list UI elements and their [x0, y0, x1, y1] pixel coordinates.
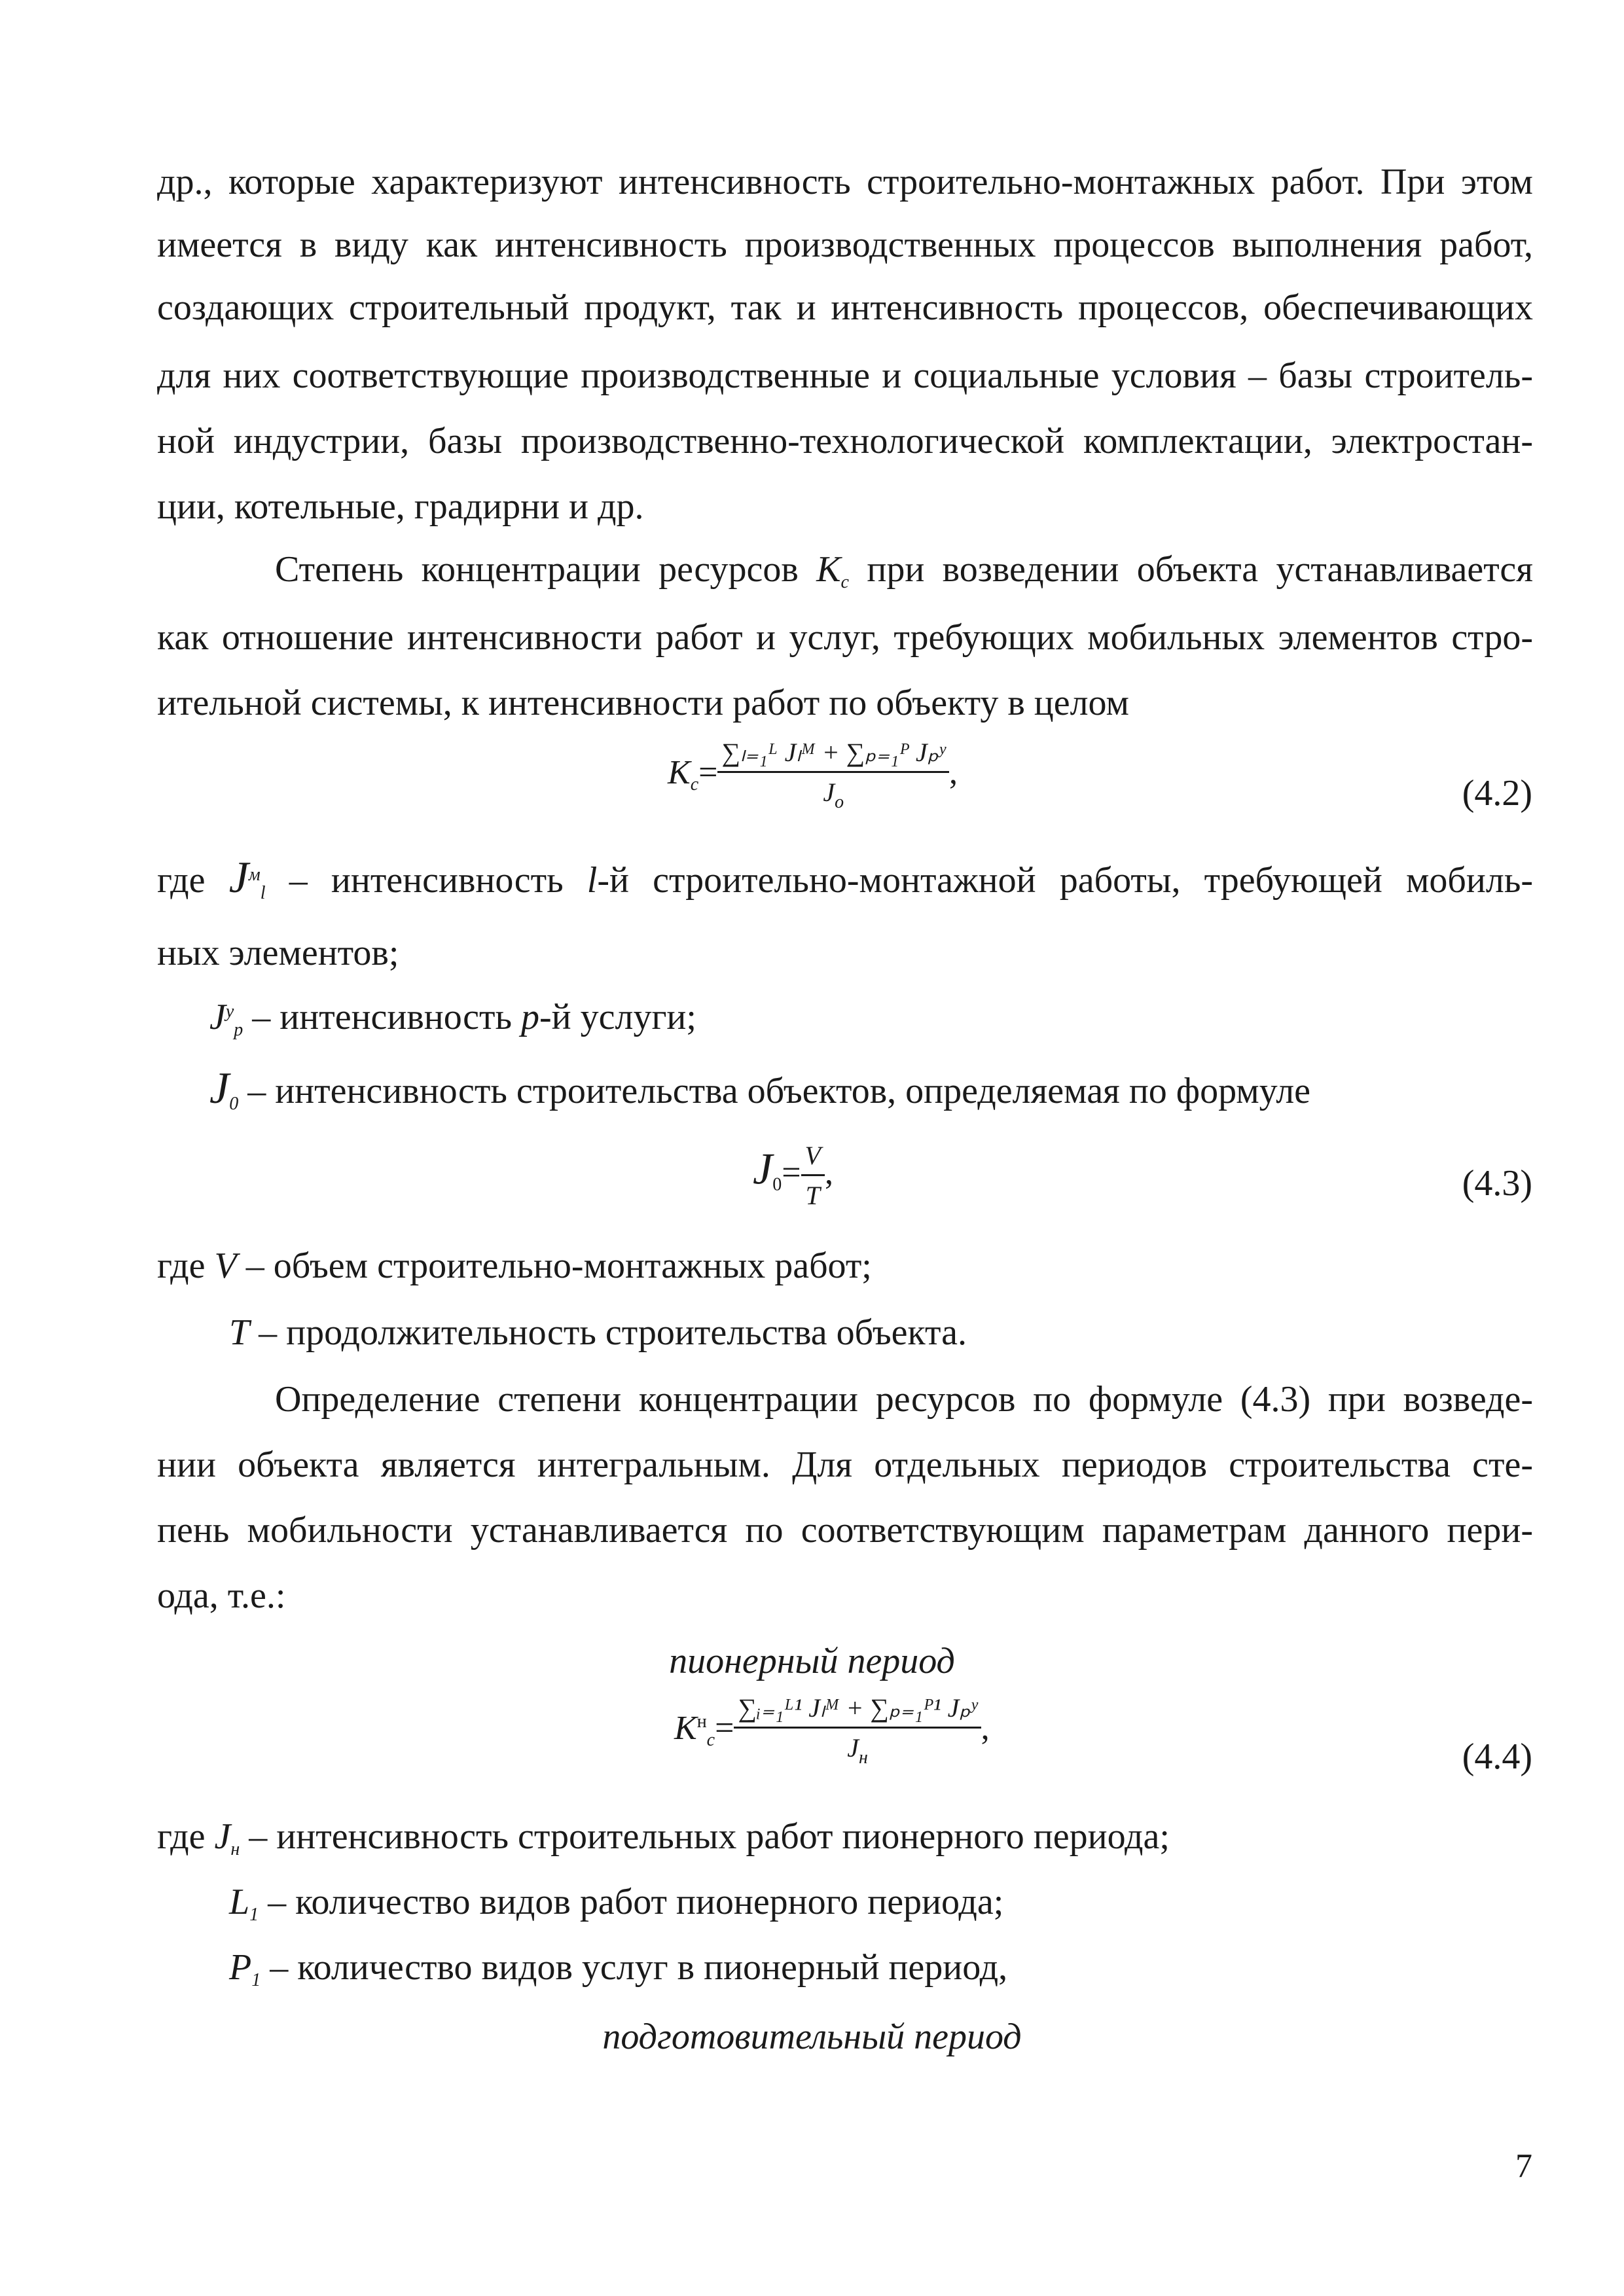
paragraph-line — [275, 551, 1533, 592]
where-label: где — [157, 1816, 206, 1857]
text-fragment: – продолжительность строительства объекта. — [259, 1312, 967, 1353]
equation-number: (4.3) — [1462, 1163, 1532, 1204]
paragraph-line: имеется в виду как интенсивность производственных процессов выполнения работ, — [157, 224, 1533, 265]
text-fragment: – интенсивность строительных работ пионерного периода; — [249, 1816, 1170, 1857]
eq-lhs: K — [674, 1709, 697, 1747]
paragraph-line: ции, котельные, градирни и др. — [157, 486, 644, 527]
definition-line: ных элементов; — [157, 933, 399, 973]
text-fragment: Степень концентрации ресурсов — [275, 549, 799, 590]
text-fragment: при возведении объекта устанавливается — [867, 549, 1533, 590]
eq-den-subscript: н — [858, 1748, 868, 1768]
equation-4-2 — [668, 740, 958, 812]
eq-lhs-subscript: 0 — [772, 1174, 782, 1195]
definition-line — [229, 1884, 1003, 1924]
eq-equals: = — [698, 753, 718, 791]
j0-symbol — [209, 1063, 238, 1113]
eq-equals: = — [715, 1709, 734, 1747]
text-fragment: – интенсивность строительства объектов, определяемая по формуле — [247, 1071, 1310, 1111]
jn-subscript: н — [230, 1839, 240, 1859]
definition-line — [157, 1818, 1170, 1859]
j0-subscript: 0 — [229, 1094, 239, 1114]
eq-lhs-subscript: c — [690, 774, 699, 795]
eq-denominator: T — [805, 1181, 820, 1210]
paragraph-line: как отношение интенсивности работ и услуг, требующих мобильных элементов стро- — [157, 617, 1533, 658]
jn-letter: J — [214, 1816, 231, 1857]
text-fragment: – интенсивность — [289, 860, 564, 901]
jl-subscript: l — [260, 883, 266, 903]
v-variable: V — [214, 1246, 237, 1286]
where-label: где — [157, 860, 206, 901]
eq-lhs: K — [668, 753, 691, 791]
p-variable: p — [521, 997, 540, 1037]
eq-lhs: J — [753, 1143, 773, 1194]
definition-line — [157, 852, 1534, 903]
eq-comma: , — [949, 753, 958, 791]
page-number: 7 — [1515, 2147, 1532, 2185]
where-label: где — [157, 1246, 206, 1286]
eq-fraction — [801, 1143, 825, 1209]
eq-numerator: V — [801, 1143, 825, 1176]
eq-fraction — [717, 740, 949, 812]
kc-subscript: c — [840, 572, 849, 592]
paragraph-line: Определение степени концентрации ресурсов по формуле (4.3) при возведе- — [275, 1379, 1533, 1420]
eq-fraction — [734, 1695, 981, 1767]
jl-symbol — [229, 852, 266, 902]
l1-letter: L — [229, 1882, 250, 1922]
eq-comma: , — [981, 1709, 990, 1747]
jl-letter: J — [228, 852, 249, 902]
definition-line — [209, 999, 696, 1039]
paragraph-line: пень мобильности устанавливается по соответствующим параметрам данного пери- — [157, 1510, 1533, 1551]
eq-den-letter: J — [847, 1733, 859, 1763]
text-fragment: – объем строительно-монтажных работ; — [245, 1246, 872, 1286]
equation-number: (4.2) — [1462, 773, 1532, 814]
definition-line — [229, 1314, 967, 1351]
text-fragment: – интенсивность — [252, 997, 513, 1037]
l-variable: l — [586, 860, 598, 901]
eq-den-letter: J — [823, 778, 835, 807]
definition-line — [157, 1247, 872, 1284]
paragraph-line: нии объекта является интегральным. Для отдельных периодов строительства сте- — [157, 1444, 1533, 1485]
jp-superscript: у — [225, 1001, 234, 1022]
paragraph-line: для них соответствующие производственные и социальные условия – базы строитель- — [157, 355, 1533, 396]
eq-denominator — [717, 773, 949, 812]
jp-letter: J — [209, 997, 226, 1037]
text-fragment: -й услуги; — [539, 997, 696, 1037]
p1-subscript: 1 — [251, 1970, 261, 1990]
l1-subscript: 1 — [249, 1905, 259, 1925]
p1-letter: P — [229, 1947, 252, 1988]
eq-numerator: ∑ᵢ₌₁ᴸ¹ Jₗᴹ + ∑ₚ₌₁ᴾ¹ Jₚʸ — [734, 1695, 981, 1729]
equation-4-3 — [753, 1143, 833, 1209]
j0-letter: J — [209, 1063, 230, 1113]
jn-symbol — [215, 1816, 240, 1857]
equation-number: (4.4) — [1462, 1736, 1532, 1777]
equation-4-4 — [674, 1695, 990, 1767]
definition-line — [209, 1063, 1310, 1114]
definition-line — [229, 1949, 1007, 1990]
paragraph-line: др., которые характеризуют интенсивность строительно-монтажных работ. При этом — [157, 162, 1533, 202]
eq-equals: = — [782, 1154, 801, 1192]
section-subheading: подготовительный период — [602, 2017, 1022, 2057]
eq-lhs-superscript: н — [696, 1711, 707, 1732]
paragraph-line: ода, т.е.: — [157, 1575, 286, 1616]
kc-letter: K — [816, 549, 841, 590]
t-variable: T — [229, 1312, 250, 1353]
p1-symbol — [229, 1947, 261, 1988]
l1-symbol — [229, 1882, 259, 1925]
kc-symbol — [816, 549, 849, 590]
text-fragment: -й строительно-монтажной работы, требующей мобиль- — [597, 860, 1534, 901]
text-fragment: – количество видов работ пионерного периода; — [268, 1882, 1004, 1922]
paragraph-line: ительной системы, к интенсивности работ по объекту в целом — [157, 683, 1129, 723]
jl-superscript: м — [248, 865, 261, 885]
eq-comma: , — [824, 1154, 833, 1192]
text-fragment: – количество видов услуг в пионерный период, — [270, 1947, 1008, 1988]
eq-den-subscript: o — [835, 792, 844, 812]
jp-subscript: p — [234, 1020, 244, 1040]
eq-lhs-subscript: c — [706, 1729, 715, 1750]
eq-denominator — [734, 1729, 981, 1767]
eq-numerator: ∑ₗ₌₁ᴸ Jₗᴹ + ∑ₚ₌₁ᴾ Jₚʸ — [717, 740, 949, 773]
paragraph-line: ной индустрии, базы производственно-технологической комплектации, электростан- — [157, 421, 1533, 461]
section-subheading: пионерный период — [669, 1641, 955, 1681]
jp-symbol — [209, 997, 244, 1040]
paragraph-line: создающих строительный продукт, так и интенсивность процессов, обеспечивающих — [157, 287, 1533, 328]
